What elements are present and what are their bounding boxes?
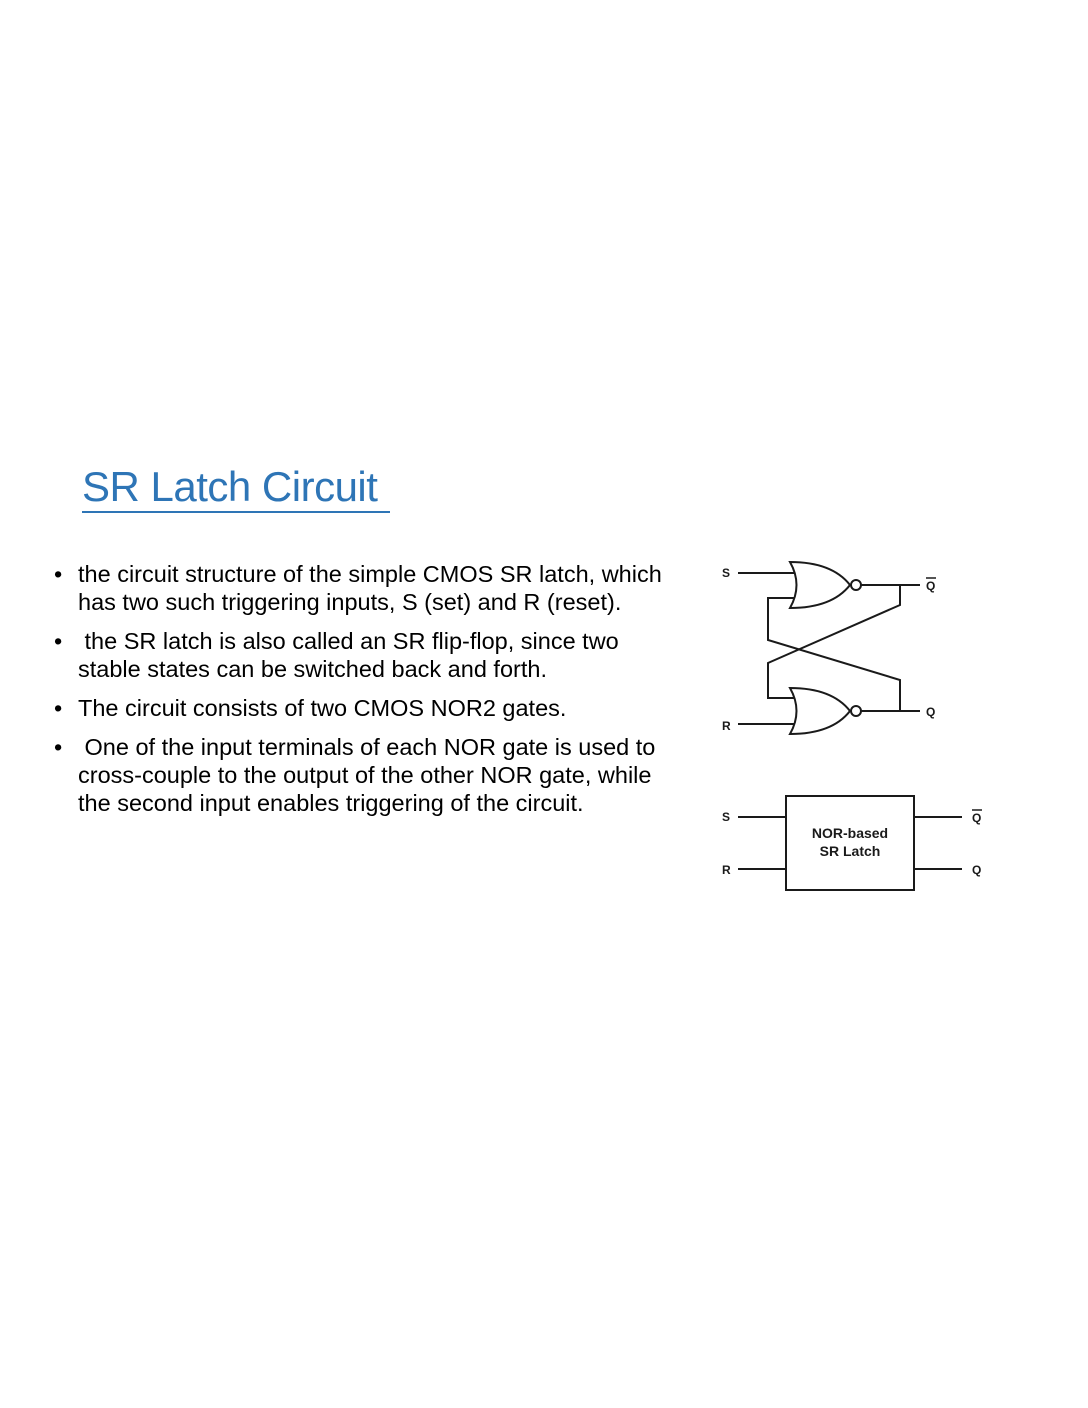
block-labels xyxy=(722,810,981,877)
bullet-marker: • xyxy=(54,695,63,721)
block-label-line2: SR Latch xyxy=(819,843,881,859)
label-qbar-output: Q xyxy=(926,579,936,593)
bullet-text: The circuit consists of two CMOS NOR2 gates. xyxy=(78,695,567,721)
label-q-output: Q xyxy=(926,705,936,719)
bullet-list xyxy=(52,560,662,828)
bullet-marker: • xyxy=(54,628,63,654)
label-r-input: R xyxy=(722,719,731,733)
bullet-text: One of the input terminals of each NOR gate is used to cross-couple to the output of the other NOR gate, while the second input enables triggering of the circuit. xyxy=(78,734,662,816)
nor-gate-bottom xyxy=(790,688,850,734)
bullet-item xyxy=(52,694,662,722)
label-s-input: S xyxy=(722,566,731,580)
gate-level-schematic xyxy=(738,562,920,734)
inverter-bubble-bottom xyxy=(851,706,861,716)
label-block-s: S xyxy=(722,810,731,824)
bullet-item xyxy=(52,627,662,683)
label-block-qbar: Q xyxy=(972,811,982,825)
bullet-item xyxy=(52,733,662,817)
bullet-marker: • xyxy=(54,734,63,760)
block-label-line1: NOR-based xyxy=(811,825,889,841)
label-block-q: Q xyxy=(972,863,982,877)
title-underline xyxy=(82,511,390,513)
label-block-r: R xyxy=(722,863,731,877)
bullet-text: the SR latch is also called an SR flip-flop, since two stable states can be switched back and forth. xyxy=(78,628,626,682)
wire-feedback-qbar xyxy=(768,585,900,698)
sr-latch-diagram xyxy=(700,540,1010,910)
slide-title: SR Latch Circuit xyxy=(82,463,378,510)
bullet-marker: • xyxy=(54,561,63,587)
inverter-bubble-top xyxy=(851,580,861,590)
bullet-item xyxy=(52,560,662,616)
nor-gate-top xyxy=(790,562,850,608)
gate-level-labels xyxy=(722,566,935,733)
bullet-text: the circuit structure of the simple CMOS SR latch, which has two such triggering inputs, S (set) and R (reset). xyxy=(78,561,662,615)
